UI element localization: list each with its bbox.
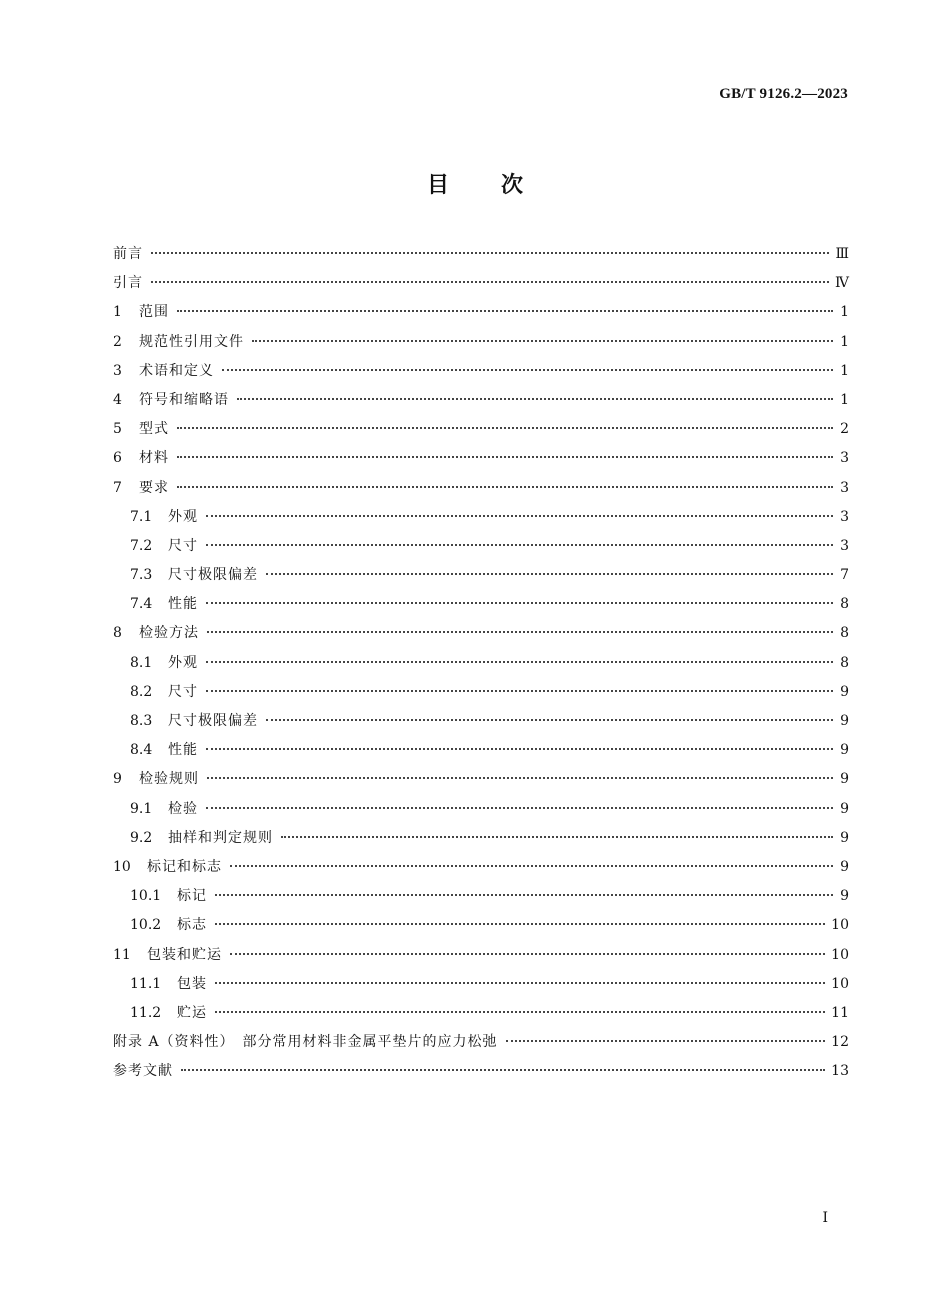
- toc-entry[interactable]: [113, 418, 849, 447]
- toc-entry-page: 8: [840, 596, 849, 613]
- toc-leader-dots: [215, 923, 825, 925]
- toc-entry-number: 7: [113, 479, 122, 496]
- toc-leader-dots: [206, 748, 833, 750]
- table-of-contents: [113, 243, 849, 1089]
- toc-entry[interactable]: [113, 827, 849, 856]
- toc-entry[interactable]: [113, 856, 849, 885]
- toc-entry-page: 9: [840, 683, 849, 700]
- toc-entry-number: 10.1: [130, 888, 162, 905]
- toc-leader-dots: [207, 777, 833, 779]
- toc-entry[interactable]: [113, 593, 849, 622]
- toc-entry-page: 2: [840, 421, 849, 438]
- toc-entry-label: 包装和贮运: [147, 946, 222, 963]
- toc-leader-dots: [281, 836, 833, 838]
- toc-leader-dots: [207, 631, 833, 633]
- toc-entry[interactable]: [113, 477, 849, 506]
- toc-entry-page: 10: [831, 946, 849, 963]
- toc-entry[interactable]: [113, 272, 849, 301]
- toc-entry-number: 7.3: [130, 567, 153, 584]
- toc-entry-label: 前言: [113, 246, 143, 262]
- toc-entry-label: 尺寸极限偏差: [168, 567, 258, 584]
- toc-entry-label: 附录 A（资料性） 部分常用材料非金属平垫片的应力松弛: [113, 1034, 498, 1051]
- toc-entry-number: 5: [113, 421, 122, 438]
- toc-entry-page: 11: [831, 1004, 849, 1021]
- toc-entry-number: 10: [113, 858, 131, 875]
- toc-entry[interactable]: [113, 535, 849, 564]
- toc-entry-number: 8.3: [130, 713, 153, 729]
- toc-entry-label: 标记和标志: [147, 858, 222, 875]
- toc-leader-dots: [252, 340, 833, 342]
- toc-leader-dots: [206, 515, 833, 517]
- toc-entry-page: Ⅲ: [835, 246, 849, 262]
- toc-leader-dots: [206, 807, 833, 809]
- toc-entry-page: 10: [831, 975, 849, 992]
- toc-entry-label: 参考文献: [113, 1063, 173, 1080]
- toc-entry[interactable]: [113, 798, 849, 827]
- toc-entry-number: 8: [113, 625, 122, 642]
- toc-leader-dots: [177, 310, 833, 312]
- toc-leader-dots: [151, 252, 829, 254]
- toc-leader-dots: [266, 573, 833, 575]
- toc-entry-number: 11.1: [130, 975, 162, 992]
- toc-entry-page: 9: [840, 858, 849, 875]
- toc-entry-label: 检验: [168, 800, 198, 817]
- toc-entry-number: 9.2: [130, 829, 153, 846]
- toc-entry[interactable]: [113, 710, 849, 739]
- toc-entry-label: 贮运: [177, 1004, 207, 1021]
- toc-leader-dots: [206, 544, 833, 546]
- toc-entry-number: 9.1: [130, 800, 153, 817]
- toc-entry-label: 外观: [168, 654, 198, 671]
- toc-entry[interactable]: [113, 506, 849, 535]
- toc-entry[interactable]: [113, 652, 849, 681]
- toc-leader-dots: [206, 661, 833, 663]
- toc-entry[interactable]: [113, 389, 849, 418]
- toc-entry-page: 3: [840, 479, 849, 496]
- toc-leader-dots: [222, 369, 833, 371]
- toc-leader-dots: [237, 398, 833, 400]
- toc-leader-dots: [151, 281, 829, 283]
- toc-entry-label: 型式: [139, 421, 169, 438]
- toc-entry[interactable]: [113, 973, 849, 1002]
- toc-entry-page: 1: [840, 391, 849, 408]
- toc-entry-label: 外观: [168, 508, 198, 525]
- toc-entry-number: 8.2: [130, 683, 153, 700]
- page-number: I: [822, 1210, 828, 1226]
- toc-entry-number: 8.4: [130, 742, 153, 759]
- toc-leader-dots: [177, 486, 833, 488]
- toc-entry-page: 9: [840, 771, 849, 788]
- toc-entry[interactable]: [113, 1060, 849, 1089]
- toc-entry-number: 1: [113, 304, 122, 321]
- toc-leader-dots: [215, 982, 825, 984]
- toc-entry-number: 10.2: [130, 917, 162, 934]
- toc-entry-label: 尺寸: [168, 683, 198, 700]
- toc-entry-page: 9: [840, 742, 849, 759]
- toc-entry-label: 包装: [177, 975, 207, 992]
- toc-entry-number: 11.2: [130, 1004, 162, 1021]
- toc-entry-page: 3: [840, 508, 849, 525]
- toc-entry-number: 7.1: [130, 508, 153, 525]
- toc-entry[interactable]: [113, 622, 849, 651]
- toc-entry[interactable]: [113, 739, 849, 768]
- toc-leader-dots: [215, 894, 833, 896]
- toc-leader-dots: [206, 690, 833, 692]
- standard-code: GB/T 9126.2—2023: [719, 86, 848, 102]
- toc-entry-page: 8: [840, 654, 849, 671]
- toc-leader-dots: [266, 719, 833, 721]
- toc-entry-page: 9: [840, 888, 849, 905]
- toc-leader-dots: [177, 456, 833, 458]
- toc-entry-label: 性能: [168, 596, 198, 613]
- toc-entry[interactable]: [113, 885, 849, 914]
- toc-entry-page: 12: [831, 1034, 849, 1051]
- toc-entry-number: 4: [113, 391, 122, 408]
- toc-entry-label: 材料: [139, 450, 169, 467]
- toc-entry-number: 3: [113, 362, 122, 379]
- toc-entry-label: 性能: [168, 742, 198, 759]
- toc-entry-page: 10: [831, 917, 849, 934]
- toc-leader-dots: [230, 953, 825, 955]
- toc-entry-label: 尺寸极限偏差: [168, 713, 258, 729]
- toc-entry-number: 8.1: [130, 654, 153, 671]
- toc-entry-label: 要求: [139, 479, 169, 496]
- toc-entry-label: 标志: [177, 917, 207, 934]
- toc-entry-label: 范围: [139, 304, 169, 321]
- toc-entry-number: 7.4: [130, 596, 153, 613]
- toc-entry[interactable]: [113, 243, 849, 272]
- toc-leader-dots: [506, 1040, 826, 1042]
- toc-entry-page: 9: [840, 713, 849, 729]
- toc-entry-page: 9: [840, 829, 849, 846]
- toc-entry-number: 2: [113, 333, 122, 350]
- toc-entry-label: 抽样和判定规则: [168, 829, 273, 846]
- toc-entry-page: 1: [840, 333, 849, 350]
- toc-entry[interactable]: [113, 331, 849, 360]
- toc-entry[interactable]: [113, 681, 849, 710]
- toc-leader-dots: [230, 865, 833, 867]
- toc-entry-page: 1: [840, 304, 849, 321]
- toc-entry-label: 术语和定义: [139, 362, 214, 379]
- toc-entry-page: 3: [840, 450, 849, 467]
- toc-entry[interactable]: [113, 1002, 849, 1031]
- toc-entry[interactable]: [113, 914, 849, 943]
- toc-entry-label: 标记: [177, 888, 207, 905]
- toc-leader-dots: [181, 1069, 825, 1071]
- toc-entry-page: 9: [840, 800, 849, 817]
- toc-entry-page: 3: [840, 537, 849, 554]
- toc-leader-dots: [206, 602, 833, 604]
- toc-entry-number: 6: [113, 450, 122, 467]
- toc-entry[interactable]: [113, 360, 849, 389]
- toc-entry-number: 9: [113, 771, 122, 788]
- toc-entry-page: 8: [840, 625, 849, 642]
- toc-entry-label: 检验方法: [139, 625, 199, 642]
- toc-entry-page: 1: [840, 362, 849, 379]
- toc-entry-page: Ⅳ: [835, 275, 849, 292]
- toc-entry[interactable]: [113, 944, 849, 973]
- toc-entry-page: 13: [831, 1063, 849, 1080]
- toc-leader-dots: [215, 1011, 825, 1013]
- toc-entry-label: 规范性引用文件: [139, 333, 244, 350]
- toc-entry-number: 11: [113, 946, 131, 963]
- toc-entry-label: 检验规则: [139, 771, 199, 788]
- toc-entry-label: 符号和缩略语: [139, 391, 229, 408]
- toc-entry[interactable]: [113, 564, 849, 593]
- toc-entry[interactable]: [113, 447, 849, 476]
- toc-entry-label: 尺寸: [168, 537, 198, 554]
- toc-entry[interactable]: [113, 301, 849, 330]
- toc-entry-number: 7.2: [130, 537, 153, 554]
- toc-leader-dots: [177, 427, 833, 429]
- toc-entry-label: 引言: [113, 275, 143, 292]
- toc-entry[interactable]: [113, 1031, 849, 1060]
- toc-entry-page: 7: [840, 567, 849, 584]
- toc-entry[interactable]: [113, 768, 849, 797]
- page-title: 目次: [426, 172, 575, 198]
